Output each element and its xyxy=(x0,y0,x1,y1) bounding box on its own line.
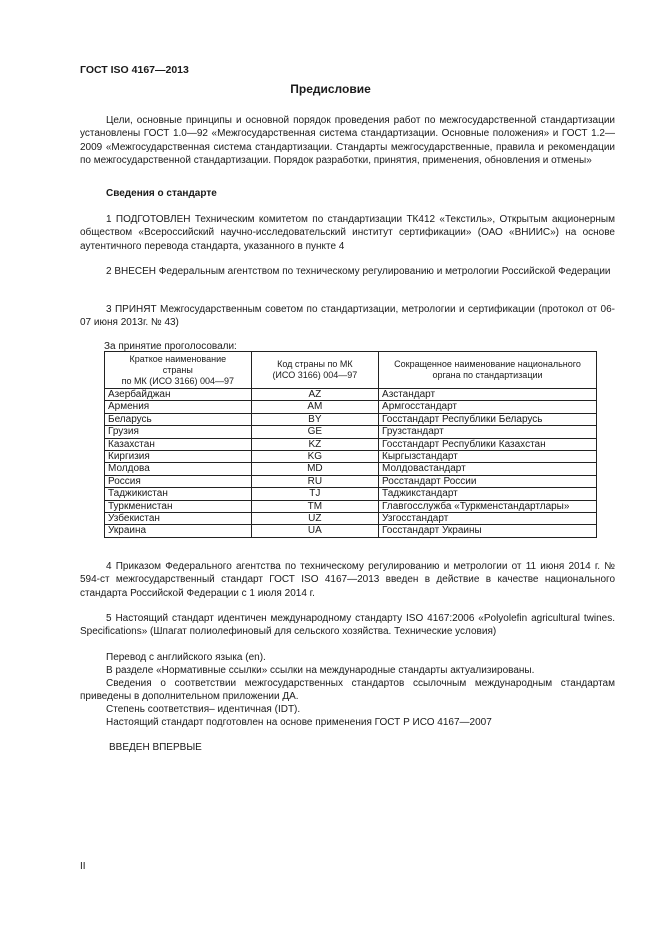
page-number: II xyxy=(80,861,86,872)
vote-caption: За принятие проголосовали: xyxy=(104,341,237,352)
table-row xyxy=(105,525,597,537)
column-header-body: Сокращенное наименование национального органа по стандартизации xyxy=(379,352,597,389)
page-title: Предисловие xyxy=(290,82,371,96)
table-row xyxy=(105,426,597,438)
cell-country: Таджикистан xyxy=(105,488,252,500)
translation-note: Перевод с английского языка (en). xyxy=(106,652,266,663)
cell-country: Казахстан xyxy=(105,438,252,450)
cell-body: Азстандарт xyxy=(379,389,597,401)
table-row xyxy=(105,401,597,413)
correspondence-note: Сведения о соответствии межгосударственных стандартов ссылочным международным стандартам приведены в дополнительном приложении ДА. xyxy=(80,678,615,703)
table-row xyxy=(105,438,597,450)
intro-paragraph: Цели, основные принципы и основной порядок проведения работ по межгосударственной стандартизации установлены ГОСТ 1.0—92 «Межгосударственная система стандартизации. Основные положения» и ГОСТ 1.2—2009 «Межгосударственная система стандартизации. Стандарты межгосударственные, правила и рекомендации по межгосударственной стандартизации. Порядок разработки, принятия, применения, обновления и отмены» xyxy=(80,115,615,167)
cell-body: Госстандарт Республики Беларусь xyxy=(379,413,597,425)
table-row xyxy=(105,513,597,525)
references-note: В разделе «Нормативные ссылки» ссылки на международные стандарты актуализированы. xyxy=(106,665,535,676)
cell-code: TJ xyxy=(251,488,378,500)
cell-body: Росстандарт России xyxy=(379,475,597,487)
conformity-degree: Степень соответствия– идентичная (IDT). xyxy=(106,704,301,715)
cell-code: GE xyxy=(251,426,378,438)
column-header-country: Краткое наименование страны по МК (ИСО 3166) 004—97 xyxy=(105,352,252,389)
cell-code: AZ xyxy=(251,389,378,401)
introduced-first: ВВЕДЕН ВПЕРВЫЕ xyxy=(109,742,202,753)
cell-code: TM xyxy=(251,500,378,512)
cell-country: Беларусь xyxy=(105,413,252,425)
table-row xyxy=(105,488,597,500)
cell-country: Туркменистан xyxy=(105,500,252,512)
cell-country: Молдова xyxy=(105,463,252,475)
cell-code: UZ xyxy=(251,513,378,525)
cell-code: AM xyxy=(251,401,378,413)
cell-country: Армения xyxy=(105,401,252,413)
cell-code: MD xyxy=(251,463,378,475)
item-2-paragraph: 2 ВНЕСЕН Федеральным агентством по техническому регулированию и метрологии Российской Федерации xyxy=(106,266,611,277)
item-1-paragraph: 1 ПОДГОТОВЛЕН Техническим комитетом по стандартизации ТК412 «Текстиль», Открытым акционерным обществом «Всероссийский научно-исследовательский институт сертификации» (ОАО «ВНИИС») на основе аутентичного перевода стандарта, указанного в пункте 4 xyxy=(80,214,615,252)
cell-code: BY xyxy=(251,413,378,425)
table-row xyxy=(105,451,597,463)
cell-code: KZ xyxy=(251,438,378,450)
table-row xyxy=(105,389,597,401)
cell-country: Украина xyxy=(105,525,252,537)
cell-body: Молдовастандарт xyxy=(379,463,597,475)
cell-country: Киргизия xyxy=(105,451,252,463)
column-header-code: Код страны по МК (ИСО 3166) 004—97 xyxy=(251,352,378,389)
table-header-row xyxy=(105,352,597,389)
cell-body: Таджикстандарт xyxy=(379,488,597,500)
table-row xyxy=(105,413,597,425)
basis-note: Настоящий стандарт подготовлен на основе применения ГОСТ Р ИСО 4167—2007 xyxy=(106,717,492,728)
cell-body: Кыргызстандарт xyxy=(379,451,597,463)
section-heading: Сведения о стандарте xyxy=(106,188,217,199)
cell-body: Грузстандарт xyxy=(379,426,597,438)
cell-code: KG xyxy=(251,451,378,463)
cell-body: Госстандарт Республики Казахстан xyxy=(379,438,597,450)
cell-country: Азербайджан xyxy=(105,389,252,401)
table-row xyxy=(105,475,597,487)
cell-code: UA xyxy=(251,525,378,537)
table-row xyxy=(105,463,597,475)
table-row xyxy=(105,500,597,512)
cell-body: Армгосстандарт xyxy=(379,401,597,413)
item-5-paragraph: 5 Настоящий стандарт идентичен международному стандарту ISO 4167:2006 «Polyolefin agricultural twines. Specifications» (Шпагат полиолефиновый для сельского хозяйства. Технические условия) xyxy=(80,613,615,638)
cell-body: Главгосслужба «Туркменстандартлары» xyxy=(379,500,597,512)
cell-country: Россия xyxy=(105,475,252,487)
cell-body: Узгосстандарт xyxy=(379,513,597,525)
cell-code: RU xyxy=(251,475,378,487)
item-3-paragraph: 3 ПРИНЯТ Межгосударственным советом по стандартизации, метрологии и сертификации (протокол от 06-07 июня 2013г. № 43) xyxy=(80,304,615,329)
document-code: ГОСТ ISO 4167—2013 xyxy=(80,64,189,76)
item-4-paragraph: 4 Приказом Федерального агентства по техническому регулированию и метрологии от 11 июня 2014 г. № 594-ст межгосударственный стандарт ГОСТ ISO 4167—2013 введен в действие в качестве национального стандарта Российской Федерации с 1 июля 2014 г. xyxy=(80,561,615,599)
cell-country: Узбекистан xyxy=(105,513,252,525)
cell-country: Грузия xyxy=(105,426,252,438)
cell-body: Госстандарт Украины xyxy=(379,525,597,537)
voting-table xyxy=(104,351,597,538)
